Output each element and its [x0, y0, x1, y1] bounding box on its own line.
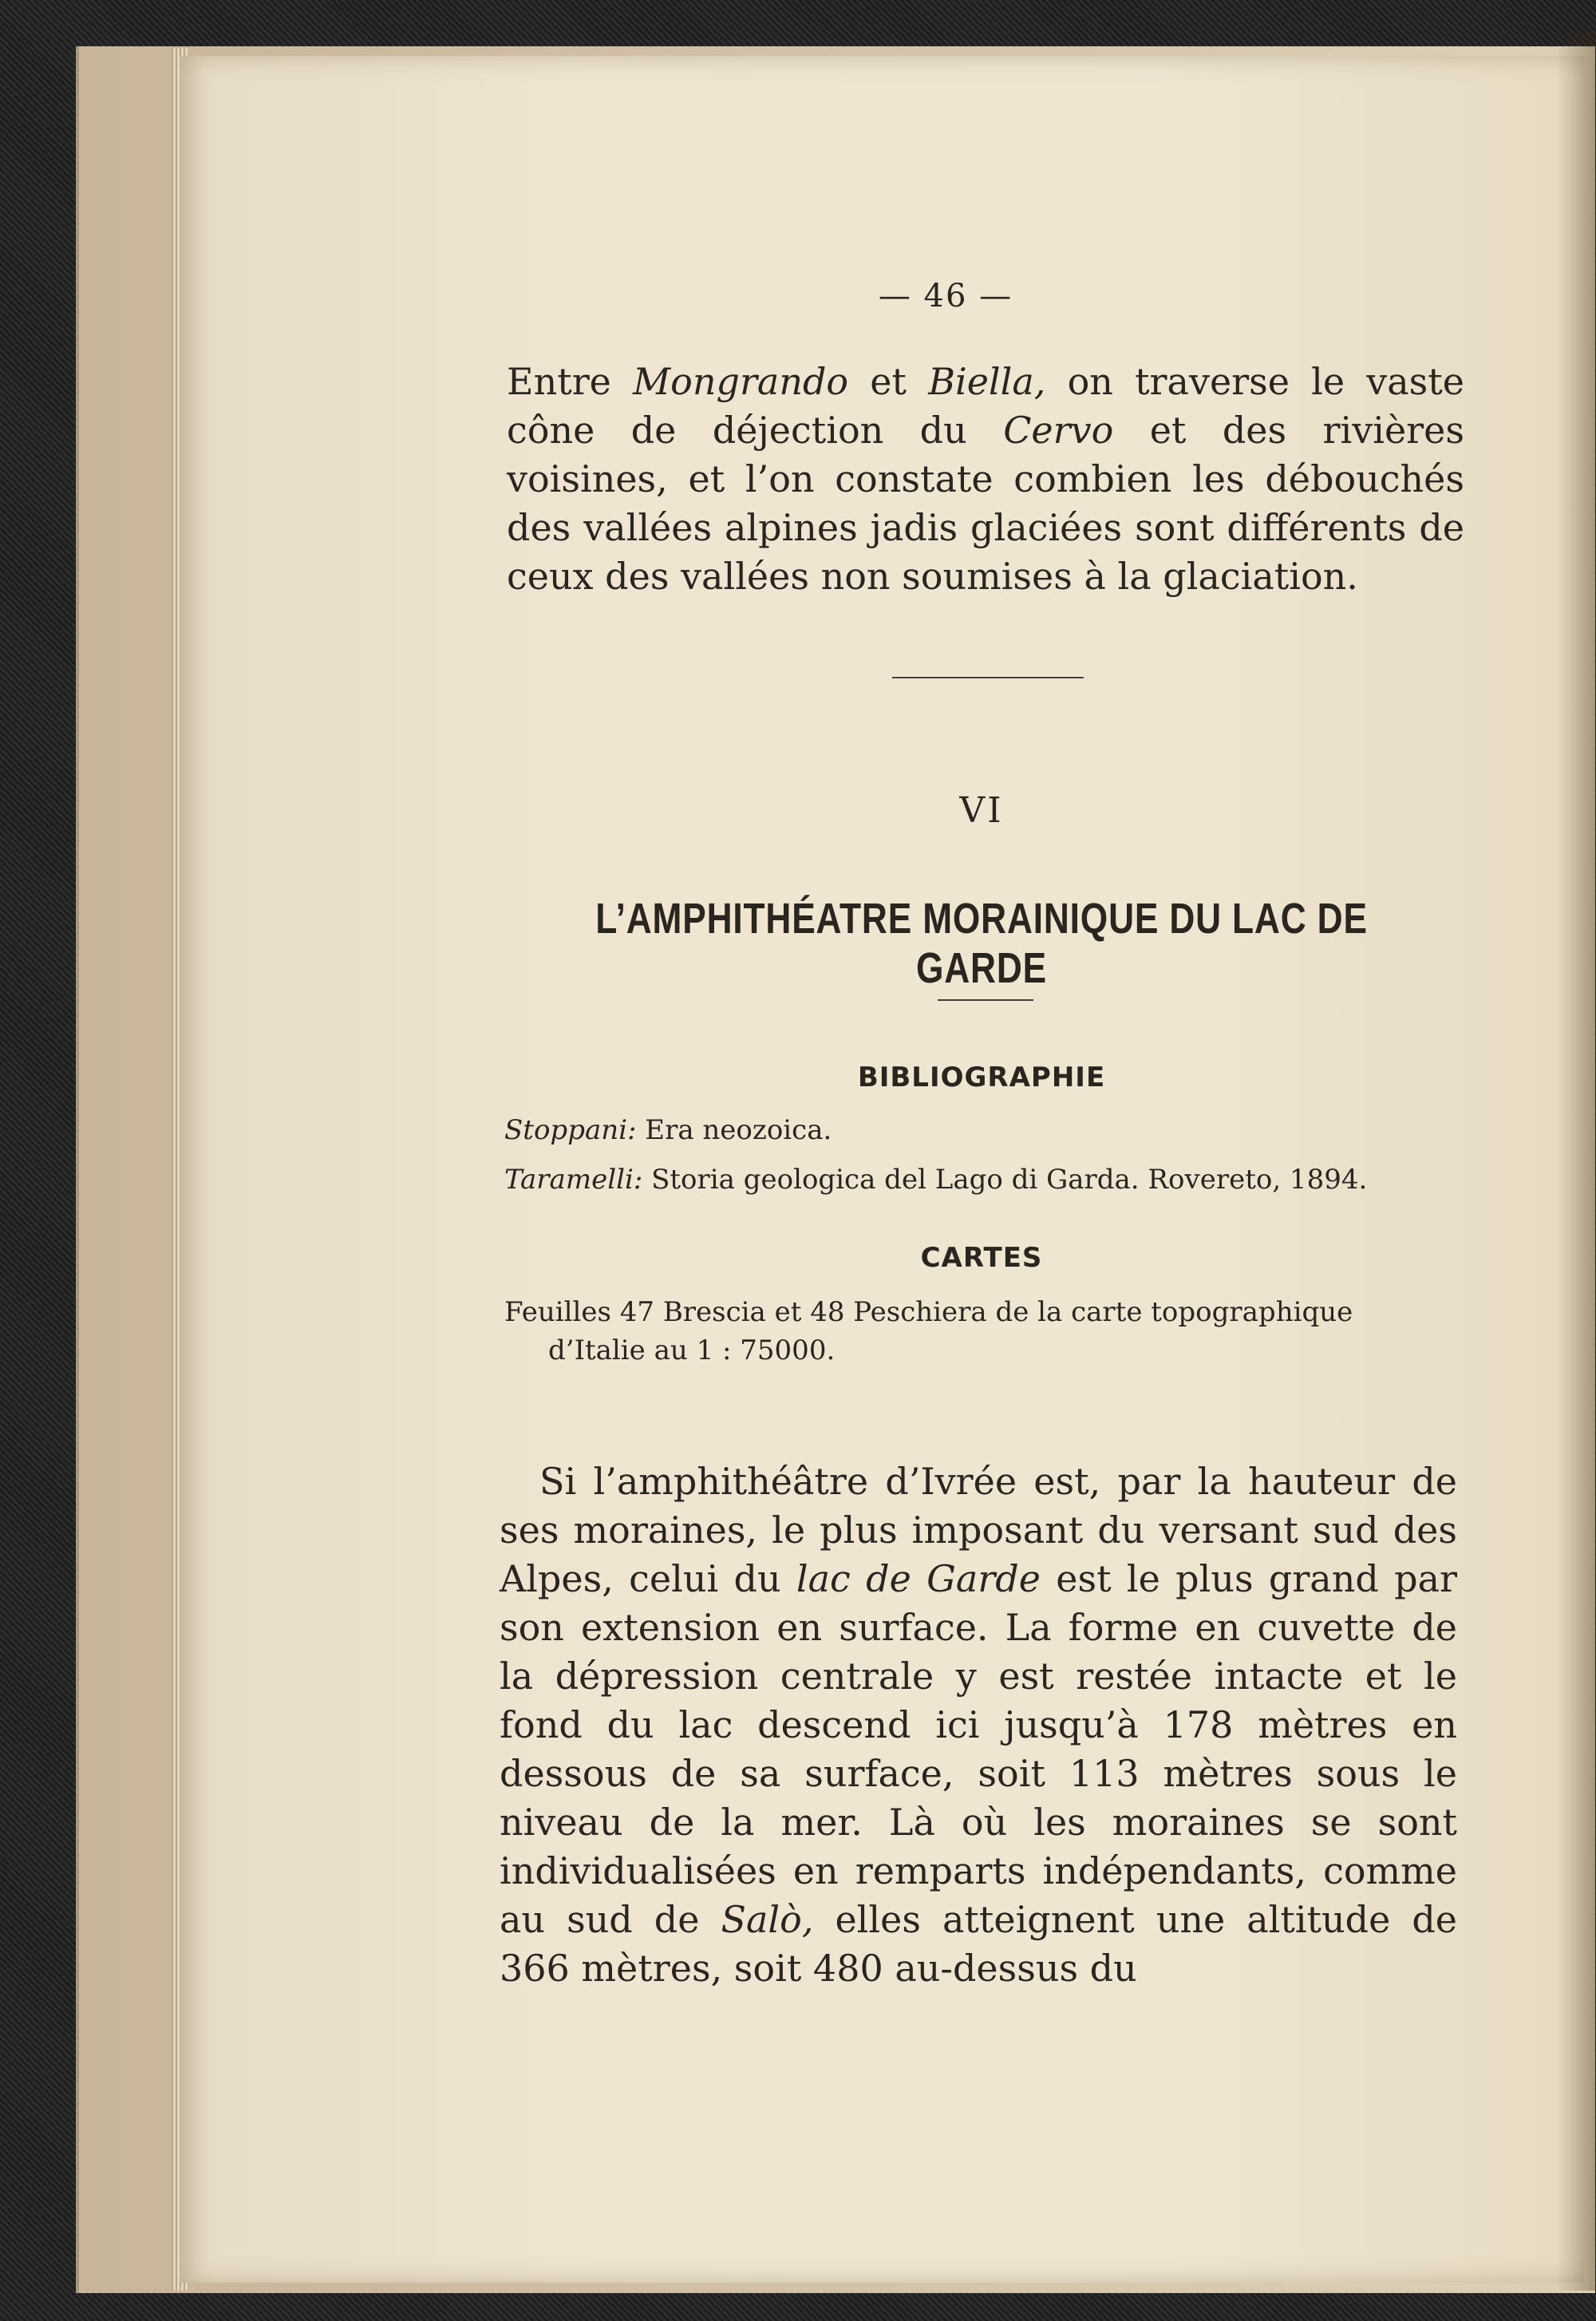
title-underline [938, 999, 1033, 1001]
page-number: — 46 — [878, 278, 1013, 314]
river-cervo: Cervo [1003, 409, 1114, 452]
main-text-3: elles atteignent une altitude de 366 mètres, soit 480 au-dessus du [500, 1898, 1457, 1990]
entry-text: Era neozoica. [636, 1114, 832, 1146]
chapter-title: L’AMPHITHÉATRE MORAINIQUE DU LAC DE GARDE [595, 895, 1368, 992]
entry-author: Stoppani: [504, 1114, 637, 1146]
page-shadow [1556, 32, 1596, 2291]
main-paragraph [500, 1457, 1457, 1993]
place-mongrando: Mongrando [633, 360, 849, 403]
lake-garde: lac de Garde [796, 1557, 1041, 1600]
town-salo: Salò, [721, 1898, 814, 1941]
main-text-1: Si l’amphithéâtre d’Ivrée est, par la hauteur de ses moraines, le plus imposant du versant sud des Alpes, celui du [500, 1460, 1457, 1600]
entry-text: Storia geologica del Lago di Garda. Rovereto, 1894. [642, 1164, 1368, 1196]
intro-text-3: on traverse le vaste cône de déjection du [507, 360, 1464, 452]
maps-entry [504, 1293, 1462, 1370]
intro-text-2: et [848, 360, 929, 403]
maps-line-1: Feuilles 47 Brescia et 48 Peschiera de la carte topographique [504, 1296, 1353, 1328]
main-text-2: est le plus grand par son extension en surface. La forme en cuvette de la dépression centrale y est restée intacte et le fond du lac descend ici jusqu’à 178 mètres en dessous de sa surface, soit 113 mètres sous le niveau de la mer. Là où les moraines se sont individualisées en remparts indépendants, comme au sud de [500, 1557, 1457, 1941]
intro-text-1: Entre [507, 360, 634, 403]
bibliography-entry [504, 1113, 1462, 1148]
bibliography-heading: BIBLIOGRAPHIE [857, 1062, 1106, 1093]
intro-paragraph [507, 358, 1464, 601]
entry-author: Taramelli: [504, 1164, 643, 1196]
place-biella: Biella, [928, 360, 1046, 403]
intro-text-4: et des rivières voisines, et l’on constate combien les débouchés des vallées alpines jadis glaciées sont différents de ceux des vallées non soumises à la glaciation. [507, 409, 1464, 598]
maps-line-2: d’Italie au 1 : 75000. [548, 1334, 836, 1366]
maps-heading: CARTES [920, 1242, 1043, 1274]
section-divider [892, 677, 1084, 678]
chapter-number: VI [959, 790, 1004, 831]
bibliography-entry [504, 1162, 1462, 1197]
